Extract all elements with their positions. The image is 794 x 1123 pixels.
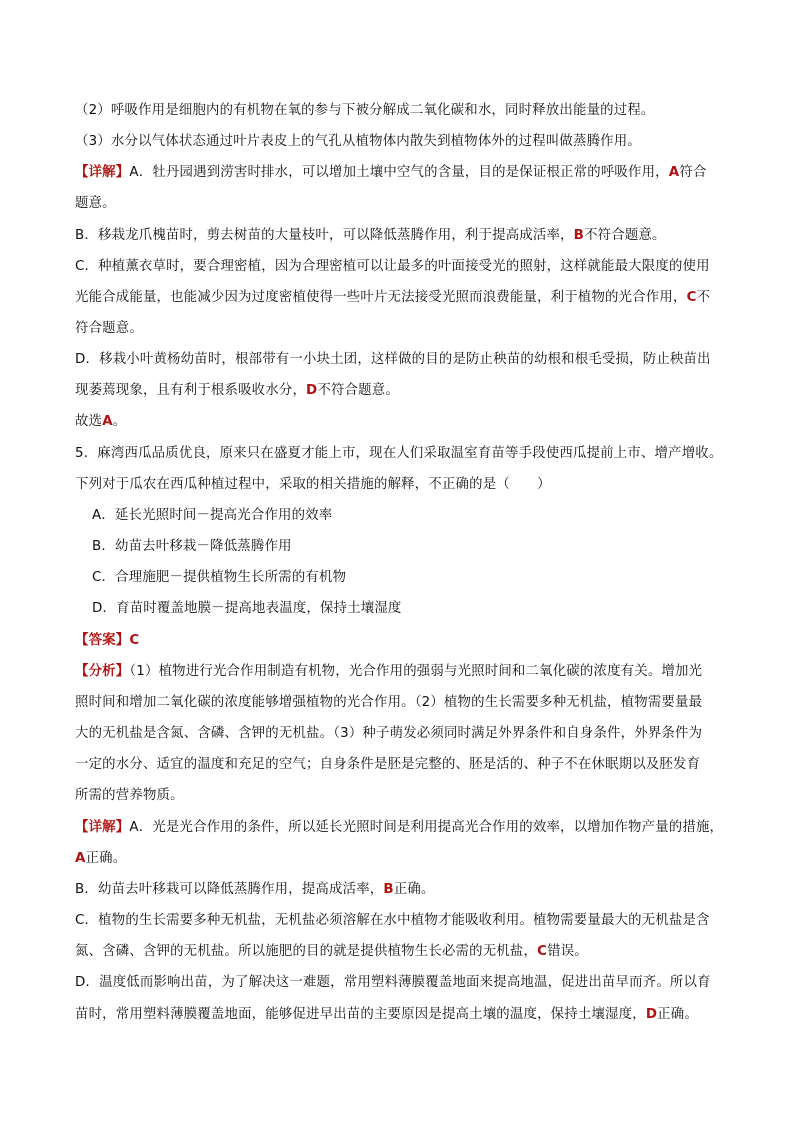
option-letter: A	[668, 165, 680, 180]
line-text: A．光是光合作用的条件，所以延长光照时间是利用提高光合作用的效率，以增加作物产量的措施，	[129, 820, 724, 835]
line-text: 苗时，常用塑料薄膜覆盖地面，能够促进早出苗的主要原因是提高土壤的温度，保持土壤湿度，	[75, 1007, 646, 1022]
line-text: 现萎蔫现象，且有利于根系吸收水分，	[75, 383, 307, 398]
line-text: 5．麻湾西瓜品质优良，原来只在盛夏才能上市，现在人们采取温室育苗等手段使西瓜提前上市、增产增收。	[75, 446, 723, 461]
option-letter: C	[686, 290, 697, 305]
line-text: （3）水分以气体状态通过叶片表皮上的气孔从植物体内散失到植物体外的过程叫做蒸腾作用。	[75, 134, 641, 149]
line-tail: 符合	[679, 165, 707, 180]
option-letter: A	[75, 851, 86, 866]
line-text: 故选	[75, 414, 103, 429]
detail-label: 【详解】	[75, 820, 130, 835]
line-tail: 不	[696, 290, 711, 305]
line-text: 正确。	[85, 851, 127, 866]
text-line	[75, 257, 725, 277]
text-line	[75, 942, 725, 962]
text-line	[75, 880, 725, 900]
text-line	[75, 381, 725, 401]
text-line	[75, 288, 725, 308]
choice-option	[92, 506, 742, 526]
text-line	[75, 1005, 725, 1025]
answer-value: C	[129, 633, 140, 648]
choice-option	[92, 568, 742, 588]
text-line	[75, 132, 725, 152]
question-stem	[75, 475, 725, 495]
line-tail: 正确。	[393, 882, 435, 897]
line-text: 所需的营养物质。	[75, 788, 184, 803]
detail-label: 【详解】	[75, 165, 130, 180]
option-letter: B	[573, 228, 585, 243]
line-tail: 不符合题意。	[317, 383, 399, 398]
line-text: （1）植物进行光合作用制造有机物，光合作用的强弱与光照时间和二氧化碳的浓度有关。增加光	[129, 664, 703, 679]
line-text: D．育苗时覆盖地膜－提高地表温度，保持土壤湿度	[92, 601, 402, 616]
line-text: B．移栽龙爪槐苗时，剪去树苗的大量枝叶，可以降低蒸腾作用，利于提高成活率，	[75, 228, 574, 243]
line-text: C．植物的生长需要多种无机盐，无机盐必须溶解在水中植物才能吸收利用。植物需要量最大的无机盐是含	[75, 913, 710, 928]
text-line	[75, 226, 725, 246]
option-letter: D	[306, 383, 318, 398]
answer-line	[75, 631, 725, 651]
text-line	[75, 755, 725, 775]
text-line	[75, 849, 725, 869]
choice-option	[92, 599, 742, 619]
text-line	[75, 662, 725, 682]
text-line	[75, 724, 725, 744]
text-line	[75, 350, 725, 370]
option-letter: D	[645, 1007, 658, 1022]
line-text: C．种植薰衣草时，要合理密植，因为合理密植可以让最多的叶面接受光的照射，这样就能最大限度的使用	[75, 259, 710, 274]
line-text: 符合题意。	[75, 321, 143, 336]
answer-label: 【答案】	[75, 633, 130, 648]
line-text: 题意。	[75, 196, 116, 211]
line-text: 下列对于瓜农在西瓜种植过程中，采取的相关措施的解释，不正确的是（ ）	[75, 477, 551, 492]
line-text: A．延长光照时间－提高光合作用的效率	[92, 508, 333, 523]
line-text: A．牡丹园遇到涝害时排水，可以增加土壤中空气的含量，目的是保证根正常的呼吸作用，	[129, 165, 669, 180]
text-line	[75, 786, 725, 806]
choice-option	[92, 537, 742, 557]
line-text: B．幼苗去叶移栽－降低蒸腾作用	[92, 539, 292, 554]
text-line	[75, 163, 725, 183]
text-line	[75, 911, 725, 931]
line-tail: 不符合题意。	[584, 228, 666, 243]
text-line	[75, 818, 725, 838]
analysis-label: 【分析】	[75, 664, 130, 679]
line-text: D．移栽小叶黄杨幼苗时，根部带有一小块土团，这样做的目的是防止秧苗的幼根和根毛受损，防止秧苗出	[75, 352, 711, 367]
line-text: 光能合成能量，也能减少因为过度密植使得一些叶片无法接受光照而浪费能量，利于植物的光合作用，	[75, 290, 687, 305]
line-text: 氮、含磷、含钾的无机盐。所以施肥的目的就是提供植物生长必需的无机盐，	[75, 944, 538, 959]
option-letter: B	[383, 882, 394, 897]
line-text: C．合理施肥－提供植物生长所需的有机物	[92, 570, 347, 585]
question-stem	[75, 444, 725, 464]
text-line	[75, 319, 725, 339]
text-line	[75, 412, 725, 432]
line-text: D．温度低而影响出苗，为了解决这一难题，常用塑料薄膜覆盖地面来提高地温，促进出苗早而齐。所以育	[75, 975, 711, 990]
line-tail: 。	[112, 414, 127, 429]
text-line	[75, 101, 725, 121]
line-text: 照时间和增加二氧化碳的浓度能够增强植物的光合作用。（2）植物的生长需要多种无机盐，植物需要量最	[75, 695, 703, 710]
option-letter: A	[102, 414, 113, 429]
line-text: 大的无机盐是含氮、含磷、含钾的无机盐。（3）种子萌发必须同时满足外界条件和自身条件，外界条件为	[75, 726, 703, 741]
line-text: B．幼苗去叶移栽可以降低蒸腾作用，提高成活率，	[75, 882, 384, 897]
text-line	[75, 973, 725, 993]
text-line	[75, 693, 725, 713]
text-line	[75, 194, 725, 214]
line-text: （2）呼吸作用是细胞内的有机物在氧的参与下被分解成二氧化碳和水，同时释放出能量的过程。	[75, 103, 655, 118]
line-text: 一定的水分、适宜的温度和充足的空气；自身条件是胚是完整的、胚是活的、种子不在休眠期以及胚发育	[75, 757, 701, 772]
line-tail: 正确。	[657, 1007, 698, 1022]
option-letter: C	[537, 944, 548, 959]
line-tail: 错误。	[547, 944, 588, 959]
